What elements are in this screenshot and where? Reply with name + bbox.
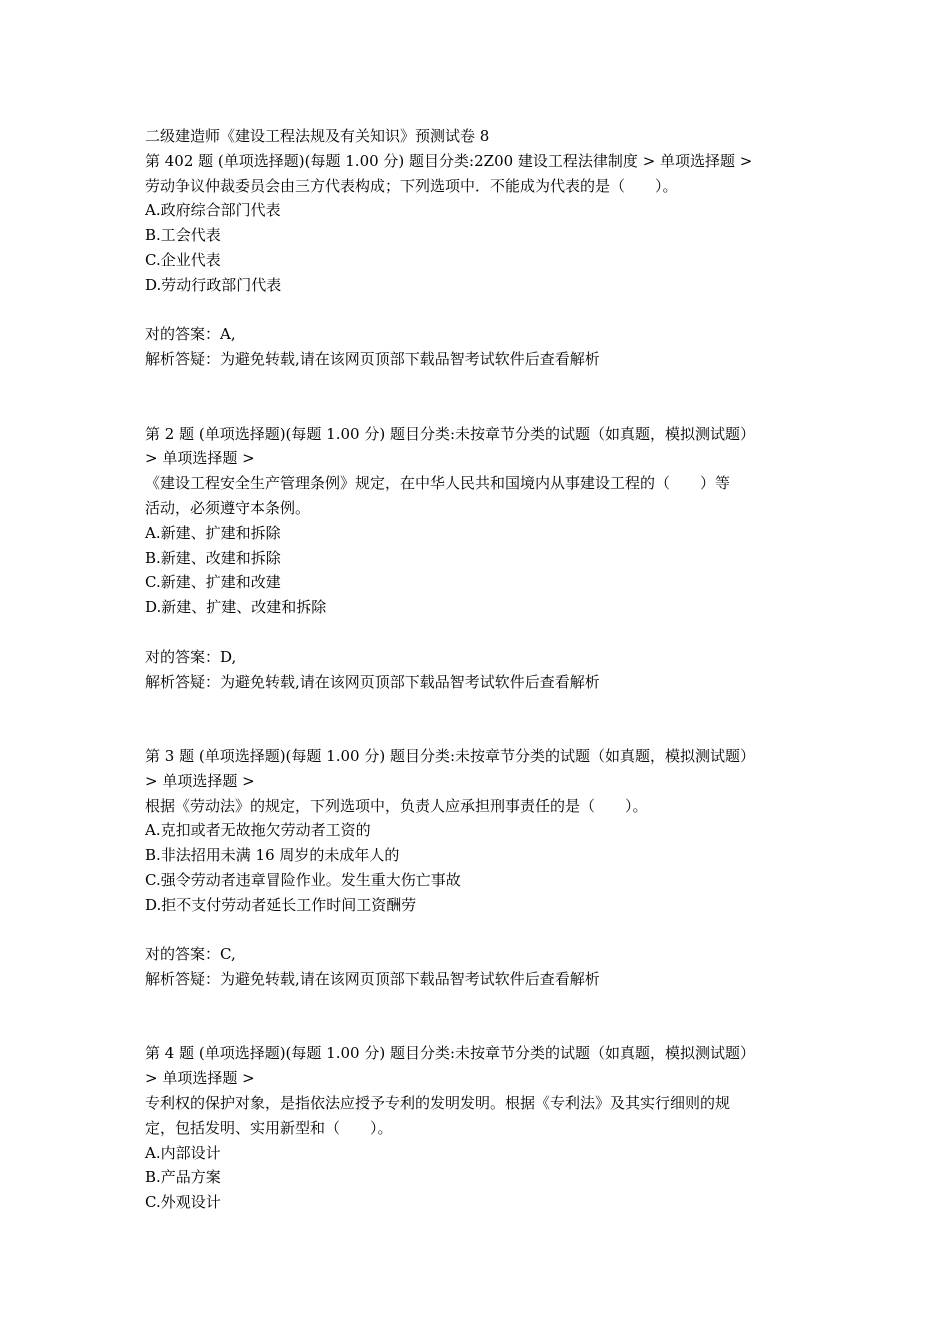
option-d: D.劳动行政部门代表 [145, 275, 282, 294]
question-stem: 劳动争议仲裁委员会由三方代表构成；下列选项中．不能成为代表的是（ ）。 [145, 176, 678, 195]
option-b: B.工会代表 [145, 226, 221, 245]
question-stem-continued: 活动，必须遵守本条例。 [145, 498, 311, 517]
correct-answer: 对的答案：D, [145, 647, 237, 666]
option-c: C.企业代表 [145, 250, 221, 269]
option-b: B.产品方案 [145, 1168, 221, 1187]
option-b: B.新建、改建和拆除 [145, 548, 281, 567]
correct-answer: 对的答案：C, [145, 945, 236, 964]
correct-answer: 对的答案：A, [145, 325, 236, 344]
option-b: B.非法招用未满 16 周岁的未成年人的 [145, 846, 400, 865]
option-d: D.新建、扩建、改建和拆除 [145, 598, 327, 617]
question-header-continued: > 单项选择题 > [145, 771, 255, 790]
option-a: A.政府综合部门代表 [145, 201, 281, 220]
option-a: A.内部设计 [145, 1143, 221, 1162]
option-c: C.外观设计 [145, 1193, 221, 1212]
question-stem: 根据《劳动法》的规定，下列选项中，负责人应承担刑事责任的是（ ）。 [145, 796, 648, 815]
question-header-continued: > 单项选择题 > [145, 1069, 255, 1088]
question-block-3 [145, 744, 815, 992]
question-header: 第 3 题 (单项选择题)(每题 1.00 分) 题目分类:未按章节分类的试题（如真题，模拟测试题） [145, 746, 756, 765]
question-header: 第 402 题 (单项选择题)(每题 1.00 分) 题目分类:2Z00 建设工程法律制度 > 单项选择题 > [145, 151, 753, 170]
document-page [145, 124, 815, 1215]
question-stem: 《建设工程安全生产管理条例》规定，在中华人民共和国境内从事建设工程的（ ）等 [145, 474, 731, 493]
question-block-4 [145, 1041, 815, 1215]
option-c: C.强令劳动者违章冒险作业。发生重大伤亡事故 [145, 870, 461, 889]
question-header: 第 4 题 (单项选择题)(每题 1.00 分) 题目分类:未按章节分类的试题（如真题，模拟测试题） [145, 1044, 756, 1063]
question-stem-continued: 定，包括发明、实用新型和（ ）。 [145, 1118, 393, 1137]
document-title: 二级建造师《建设工程法规及有关知识》预测试卷 8 [145, 127, 490, 145]
option-a: A.克扣或者无故拖欠劳动者工资的 [145, 821, 371, 840]
option-a: A.新建、扩建和拆除 [145, 523, 281, 542]
option-d: D.拒不支付劳动者延长工作时间工资酬劳 [145, 895, 417, 914]
question-block-1 [145, 149, 815, 372]
question-header-continued: > 单项选择题 > [145, 449, 255, 468]
question-block-2 [145, 422, 815, 695]
analysis-text: 解析答疑：为避免转载,请在该网页顶部下载品智考试软件后查看解析 [145, 970, 600, 989]
analysis-text: 解析答疑：为避免转载,请在该网页顶部下载品智考试软件后查看解析 [145, 350, 600, 369]
question-stem: 专利权的保护对象，是指依法应授予专利的发明发明。根据《专利法》及其实行细则的规 [145, 1094, 731, 1113]
analysis-text: 解析答疑：为避免转载,请在该网页顶部下载品智考试软件后查看解析 [145, 672, 600, 691]
question-header: 第 2 题 (单项选择题)(每题 1.00 分) 题目分类:未按章节分类的试题（如真题，模拟测试题） [145, 424, 756, 443]
option-c: C.新建、扩建和改建 [145, 573, 281, 592]
